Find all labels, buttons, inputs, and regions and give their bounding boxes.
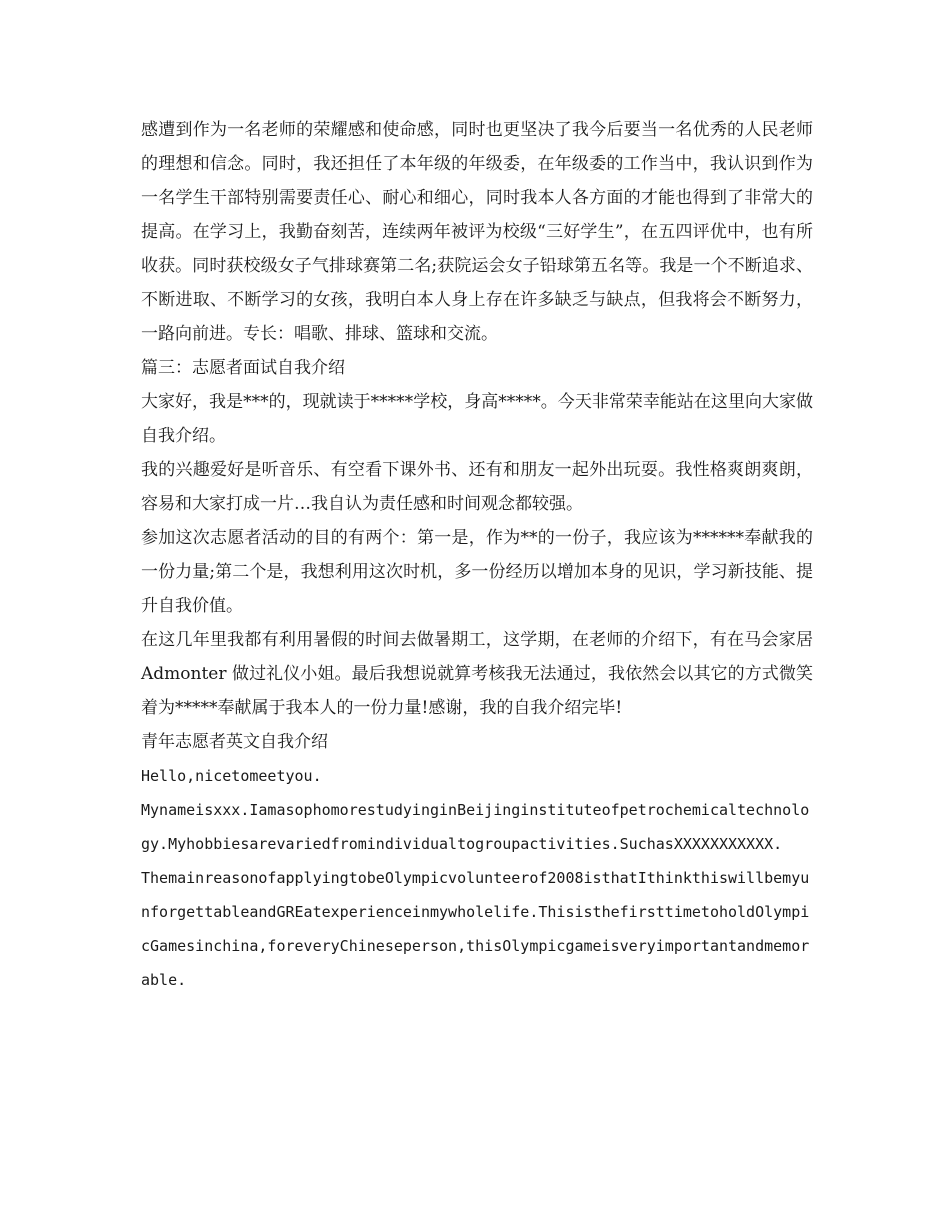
section-heading-english-intro: 青年志愿者英文自我介绍 [141,732,328,752]
paragraph-greeting: 大家好，我是***的，现就读于*****学校，身高*****。今天非常荣幸能站在这里向大家做自我介绍。 [141,392,813,446]
paragraph-achievements: 感遭到作为一名老师的荣耀感和使命感，同时也更坚决了我今后要当一名优秀的人民老师的理想和信念。同时，我还担任了本年级的年级委，在年级委的工作当中，我认识到作为一名学生干部特别需要责任心、耐心和细心，同时我本人各方面的才能也得到了非常大的提高。在学习上，我勤奋刻苦，连续两年被评为校级“三好学生”，在五四评优中，也有所收获。同时获校级女子气排球赛第二名;获院运会女子铅球第五名等。我是一个不断追求、不断进取、不断学习的女孩，我明白本人身上存在许多缺乏与缺点，但我将会不断努力，一路向前进。专长：唱歌、排球、篮球和交流。 [141,120,813,344]
document-body [141,113,813,997]
paragraph-en-hello: Hello,nicetomeetyou. [141,767,322,785]
paragraph-en-reason: ThemainreasonofapplyingtobeOlympicvolunteerof2008isthatIthinkthiswillbemyunforgettableandGREatexperienceinmywholelife.ThisisthefirsttimetoholdOlympicGamesinchina,foreveryChineseperson,thisOlympicgameisveryimportantandmemorable. [141,869,810,989]
paragraph-purpose: 参加这次志愿者活动的目的有两个：第一是，作为**的一份子，我应该为******奉献我的一份力量;第二个是，我想利用这次时机，多一份经历以增加本身的见识，学习新技能、提升自我价值。 [141,528,813,616]
section-heading-volunteer-interview: 篇三：志愿者面试自我介绍 [141,358,345,378]
paragraph-hobbies: 我的兴趣爱好是听音乐、有空看下课外书、还有和朋友一起外出玩耍。我性格爽朗爽朗，容易和大家打成一片…我自认为责任感和时间观念都较强。 [141,460,813,514]
paragraph-en-name: Mynameisxxx.IamasophomorestudyinginBeijinginstituteofpetrochemicaltechnology.Myhobbiesarevariedfromindividualtogroupactivities.SuchasXXXXXXXXXXX. [141,801,810,853]
paragraph-experience: 在这几年里我都有利用暑假的时间去做暑期工，这学期，在老师的介绍下，有在马会家居 Admonter 做过礼仪小姐。最后我想说就算考核我无法通过，我依然会以其它的方式微笑着为*****奉献属于我本人的一份力量!感谢，我的自我介绍完毕! [141,630,813,718]
